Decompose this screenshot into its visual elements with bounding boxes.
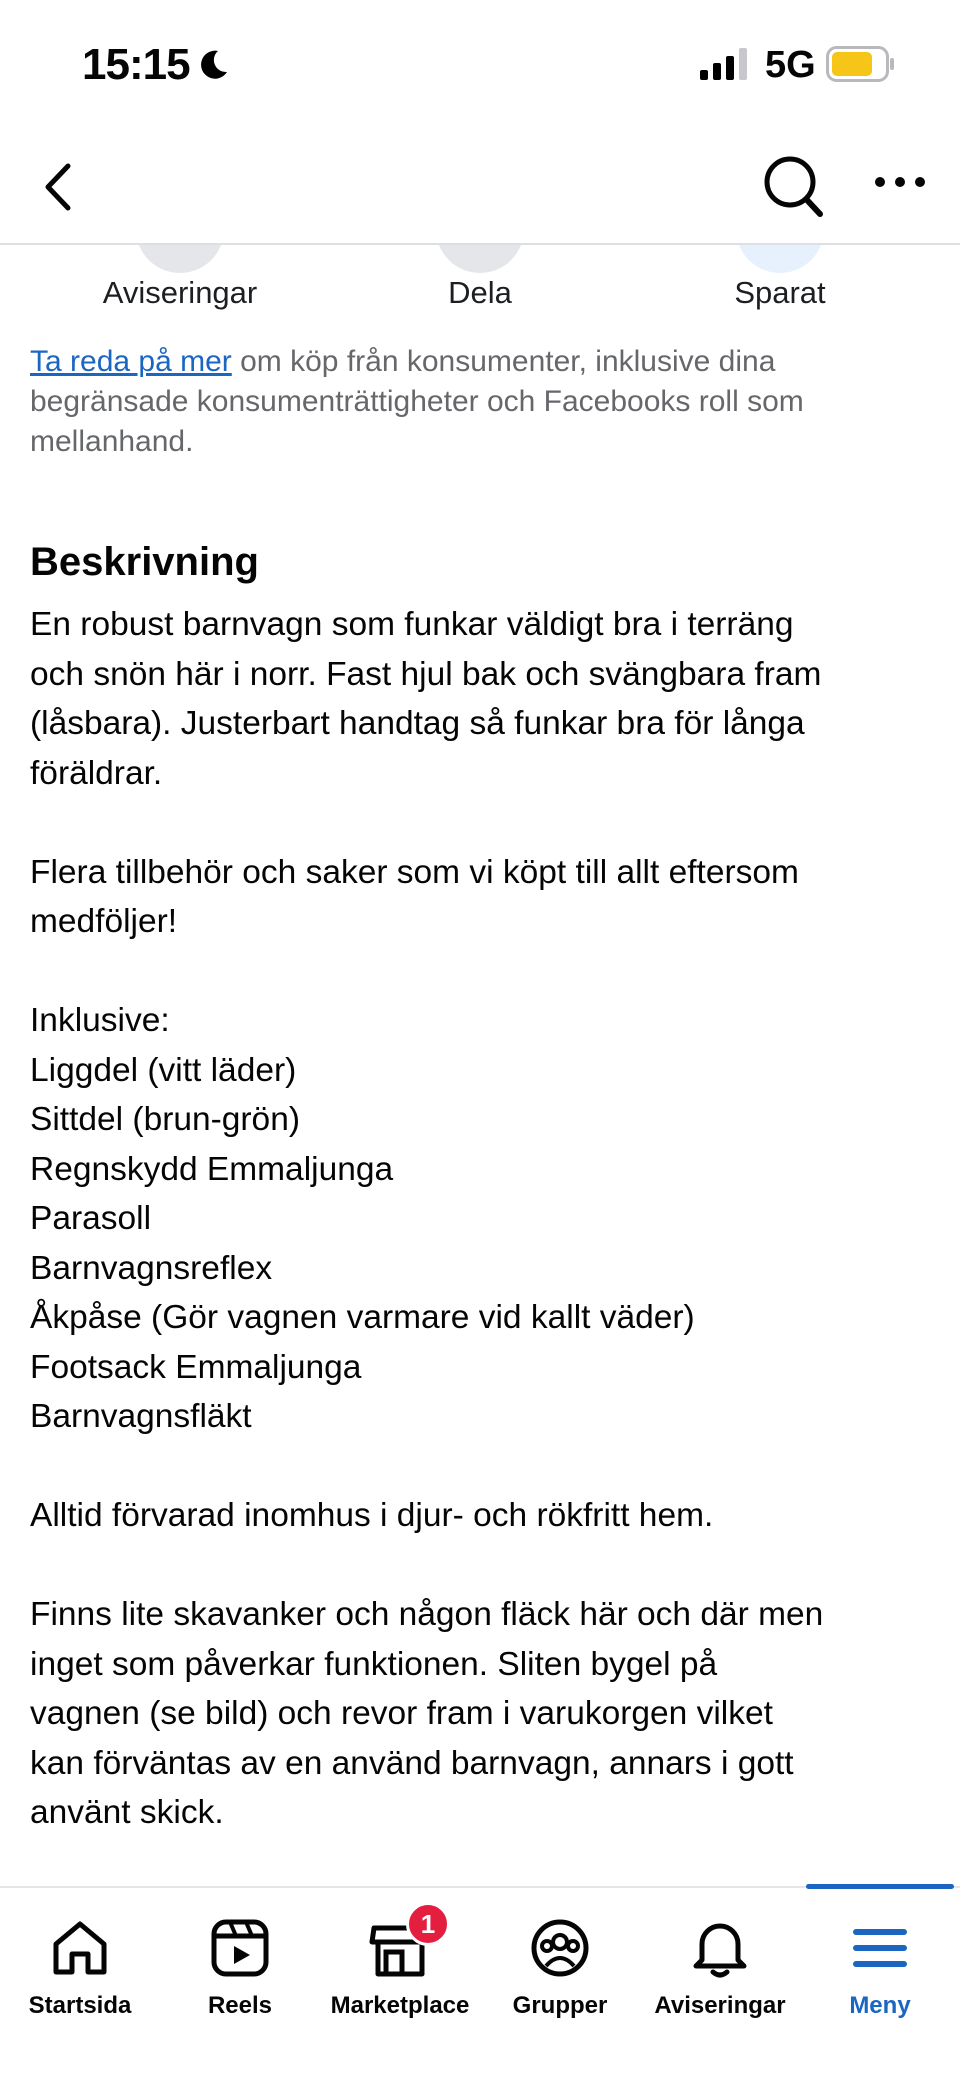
description-line: Flera tillbehör och saker som vi köpt till allt eftersom: [30, 853, 799, 891]
consumer-info: [30, 342, 930, 462]
description-line: Inklusive:: [30, 1002, 170, 1039]
description-line: föräldrar.: [30, 754, 163, 792]
description-heading: Beskrivning: [30, 540, 259, 584]
description-paragraph: [30, 848, 940, 947]
consumer-info-text: om köp från konsumenter, inklusive dina begränsade konsumenträttigheter och Facebooks roll som mellanhand.: [30, 345, 804, 458]
description-line: Barnvagnsfläkt: [30, 1398, 252, 1435]
description-line: kan förväntas av en använd barnvagn, annars i gott: [30, 1744, 794, 1782]
description-line: Regnskydd Emmaljunga: [30, 1150, 394, 1188]
learn-more-link[interactable]: Ta reda på mer: [30, 345, 232, 378]
description-line: använt skick.: [30, 1794, 224, 1831]
nav-label: Startsida: [28, 1992, 132, 2019]
description-paragraph: [30, 1491, 940, 1541]
share-action[interactable]: [330, 245, 630, 335]
description-line: Footsack Emmaljunga: [30, 1348, 362, 1386]
description-line: Parasoll: [30, 1200, 152, 1237]
back-icon[interactable]: [36, 152, 80, 222]
description-body: [30, 600, 940, 1887]
description-line: medföljer!: [30, 903, 178, 940]
network-label: 5G: [765, 44, 816, 86]
nav-label: Aviseringar: [654, 1992, 786, 2019]
more-icon[interactable]: [872, 172, 928, 192]
reels-icon: [206, 1914, 274, 1982]
nav-label: Grupper: [512, 1992, 608, 2019]
status-bar: [0, 0, 960, 130]
nav-label: Reels: [207, 1992, 273, 2019]
nav-label: Meny: [849, 1992, 911, 2019]
notification-badge: 1: [406, 1902, 450, 1946]
battery-icon: [826, 46, 896, 82]
nav-item-marketplace[interactable]: [320, 1888, 480, 2078]
description-line: En robust barnvagn som funkar väldigt bra i terräng: [30, 606, 794, 643]
home-icon: [46, 1914, 114, 1982]
description-line: Sittdel (brun-grön): [30, 1101, 300, 1138]
description-paragraph: [30, 996, 940, 1442]
description-paragraph: [30, 600, 940, 798]
nav-item-menu[interactable]: [800, 1888, 960, 2078]
action-label: Aviseringar: [102, 275, 258, 310]
moon-icon: [196, 48, 230, 82]
bell-icon: [686, 1914, 754, 1982]
nav-item-home[interactable]: [0, 1888, 160, 2078]
bell-icon: [136, 245, 224, 273]
description-line: Åkpåse (Gör vagnen varmare vid kallt väder): [30, 1299, 695, 1336]
description-line: inget som påverkar funktionen. Sliten bygel på: [30, 1645, 718, 1683]
action-label: Sparat: [734, 275, 826, 310]
active-indicator: [806, 1884, 954, 1889]
top-navigation: [0, 130, 960, 245]
description-line: Barnvagnsreflex: [30, 1249, 273, 1287]
description-line: Alltid förvarad inomhus i djur- och rökfritt hem.: [30, 1497, 714, 1534]
action-label: Dela: [448, 275, 512, 310]
groups-icon: [526, 1914, 594, 1982]
nav-label: Marketplace: [330, 1992, 470, 2019]
nav-item-notifications[interactable]: [640, 1888, 800, 2078]
description-line: Finns lite skavanker och någon fläck här och där men: [30, 1596, 824, 1633]
bottom-navigation: [0, 1886, 960, 2078]
description-line: och snön här i norr. Fast hjul bak och svängbara fram: [30, 655, 822, 693]
description-line: (låsbara). Justerbart handtag så funkar bra för långa: [30, 705, 805, 742]
status-time: 15:15: [82, 40, 190, 89]
bookmark-icon: [736, 245, 824, 273]
description-line: Liggdel (vitt läder): [30, 1051, 297, 1089]
share-icon: [436, 245, 524, 273]
description-line: vagnen (se bild) och revor fram i varukorgen vilket: [30, 1695, 773, 1732]
notifications-action[interactable]: [30, 245, 330, 335]
nav-item-groups[interactable]: [480, 1888, 640, 2078]
saved-action[interactable]: [630, 245, 930, 335]
menu-icon: [846, 1914, 914, 1982]
nav-item-reels[interactable]: [160, 1888, 320, 2078]
listing-actions: [0, 245, 960, 335]
description-paragraph: [30, 1590, 940, 1838]
search-icon[interactable]: [760, 150, 826, 222]
signal-icon: [700, 48, 752, 80]
